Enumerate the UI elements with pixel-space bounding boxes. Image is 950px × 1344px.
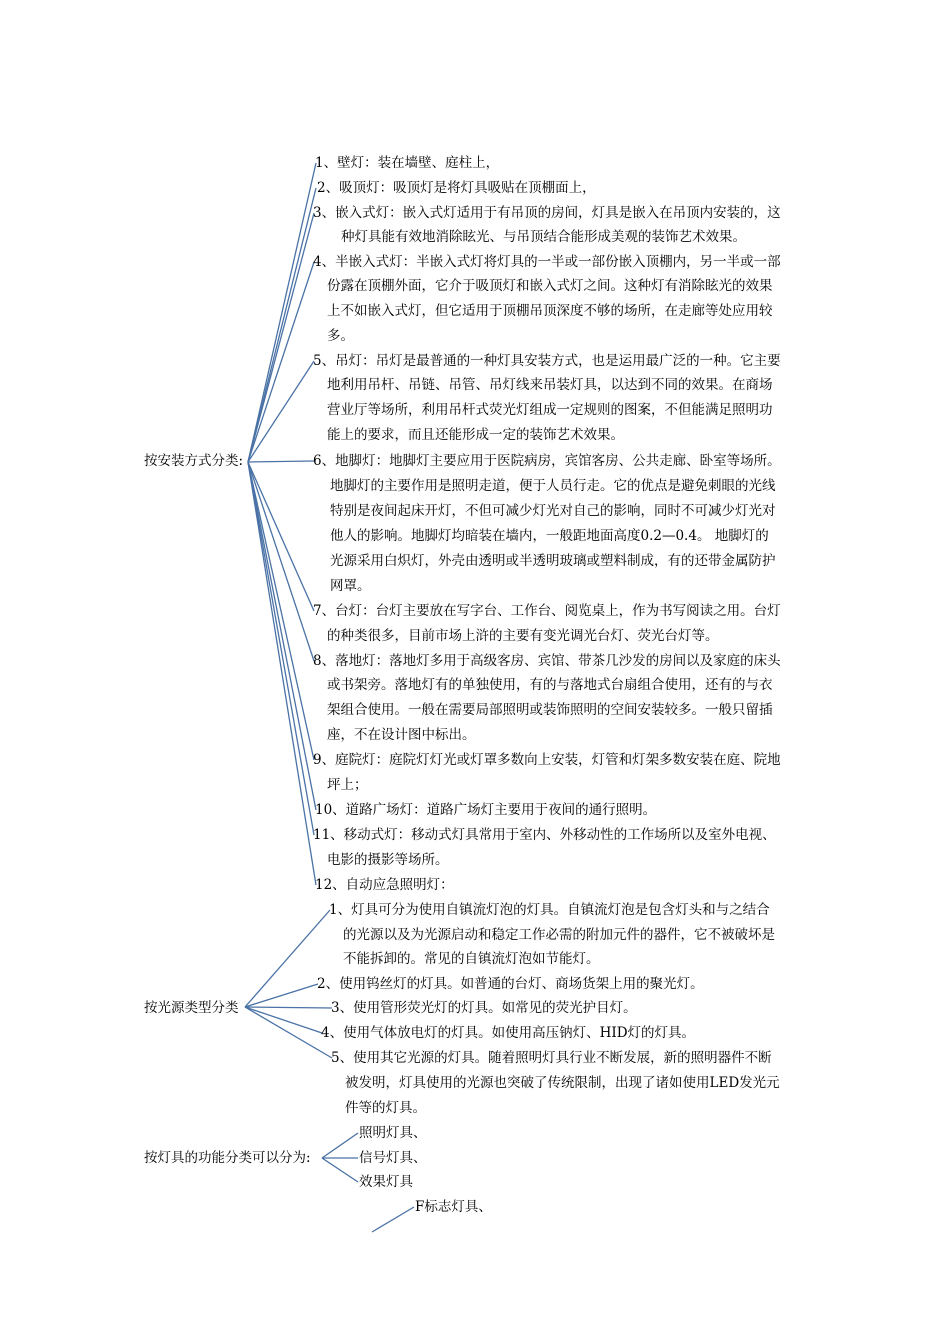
item-line: 座，不在设计图中标出。 [327,727,476,743]
connector-line [248,461,314,462]
connector-line [248,213,314,462]
item-line: 电影的摄影等场所。 [327,852,449,868]
item-line: 坪上； [327,777,368,793]
item-line: 或书架旁。落地灯有的单独使用，有的与落地式台扇组合使用，还有的与衣 [327,677,773,693]
item-line: 7、台灯：台灯主要放在写字台、工作台、阅览桌上，作为书写阅读之用。台灯 [313,603,781,619]
item-line: 营业厅等场所，利用吊杆式荧光灯组成一定规则的图案，不但能满足照明功 [327,402,773,418]
connector-line [248,462,314,611]
item-emergency-lamp: 12、自动应急照明灯： [315,877,454,893]
item-tungsten-lamp: 2、使用钨丝灯的灯具。如普通的台灯、商场货架上用的聚光灯。 [317,976,704,992]
item-gas-discharge-lamp: 4、使用气体放电灯的灯具。如使用高压钠灯、HID灯的灯具。 [321,1025,696,1041]
item-line: 件等的灯具。 [345,1100,426,1116]
item-line: 9、庭院灯：庭院灯灯光或灯罩多数向上安装，灯管和灯架多数安装在庭、院地 [313,752,781,768]
item-line: 光源采用白炽灯，外壳由透明或半透明玻璃或塑料制成，有的还带金属防护 [330,553,776,569]
connector-line [248,462,316,885]
item-lighting-fixture: 照明灯具、 [359,1125,427,1141]
item-line: 多。 [327,328,354,344]
item-line: 1、灯具可分为使用自镇流灯泡的灯具。自镇流灯泡是包含灯头和与之结合 [329,902,770,918]
connector-line [248,163,316,462]
connector-line [248,462,314,760]
item-line: 4、半嵌入式灯：半嵌入式灯将灯具的一半或一部份嵌入顶棚内，另一半或一部 [313,254,781,270]
item-line: 11、移动式灯：移动式灯具常用于室内、外移动性的工作场所以及室外电视、 [313,827,776,843]
connector-line [248,188,316,462]
connector-line [245,1007,332,1008]
connector-line [245,910,330,1007]
item-line: 网罩。 [330,578,371,594]
item-line: 他人的影响。地脚灯均暗装在墙内，一般距地面高度0.2—0.4。 地脚灯的 [330,528,769,544]
item-tubular-fluorescent-lamp: 3、使用管形荧光灯的灯具。如常见的荧光护目灯。 [331,1000,637,1016]
item-line: 上不如嵌入式灯，但它适用于顶棚吊顶深度不够的场所，在走廊等处应用较 [327,303,773,319]
connector-line [322,1133,358,1158]
item-line: 3、嵌入式灯：嵌入式灯适用于有吊顶的房间，灯具是嵌入在吊顶内安装的，这 [313,205,781,221]
item-line: 5、吊灯：吊灯是最普通的一种灯具安装方式，也是运用最广泛的一种。它主要 [313,353,781,369]
item-effect-fixture: 效果灯具 [359,1174,413,1190]
connector-line [248,361,314,462]
connector-line [322,1158,358,1182]
connector-line [372,1207,414,1232]
item-line: 8、落地灯：落地灯多用于高级客房、宾馆、带茶几沙发的房间以及家庭的床头 [313,653,781,669]
item-line: 架组合使用。一般在需要局部照明或装饰照明的空间安装较多。一般只留插 [327,702,773,718]
root-function: 按灯具的功能分类可以分为: [144,1150,311,1166]
root-light-source-type: 按光源类型分类 [144,1000,239,1016]
item-line: 份露在顶棚外面，它介于吸顶灯和嵌入式灯之间。这种灯有消除眩光的效果 [327,278,773,294]
item-line: 的种类很多，目前市场上浒的主要有变光调光台灯、荧光台灯等。 [327,628,719,644]
item-road-square-lamp: 10、道路广场灯：道路广场灯主要用于夜间的通行照明。 [315,802,657,818]
item-line: 6、地脚灯：地脚灯主要应用于医院病房，宾馆客房、公共走廊、卧室等场所。 [313,453,781,469]
item-line: 5、使用其它光源的灯具。随着照明灯具行业不断发展，新的照明器件不断 [331,1050,772,1066]
connector-line [245,984,318,1007]
item-line: 不能拆卸的。常见的自镇流灯泡如节能灯。 [343,951,600,967]
item-signal-fixture: 信号灯具、 [359,1150,427,1166]
item-sign-fixture: F标志灯具、 [415,1199,492,1215]
item-ceiling-lamp: 2、吸顶灯：吸顶灯是将灯具吸贴在顶棚面上， [317,180,596,196]
item-wall-lamp: 1、壁灯：装在墙壁、庭柱上， [315,155,500,171]
item-line: 被发明，灯具使用的光源也突破了传统限制，出现了诸如使用LED发光元 [345,1075,780,1091]
connector-line [248,462,314,835]
item-line: 地脚灯的主要作用是照明走道，便于人员行走。它的优点是避免刺眼的光线 [330,478,776,494]
item-line: 的光源以及为光源启动和稳定工作必需的附加元件的器件，它不被破坏是 [343,927,775,943]
connector-line [248,262,314,462]
item-line: 特别是夜间起床开灯，不但可减少灯光对自己的影响，同时不可减少灯光对 [330,503,776,519]
item-line: 地利用吊杆、吊链、吊管、吊灯线来吊装灯具，以达到不同的效果。在商场 [327,377,773,393]
root-install-method: 按安装方式分类: [144,453,244,469]
item-line: 能上的要求，而且还能形成一定的装饰艺术效果。 [327,427,624,443]
item-line: 种灯具能有效地消除眩光、与吊顶结合能形成美观的装饰艺术效果。 [341,229,746,245]
